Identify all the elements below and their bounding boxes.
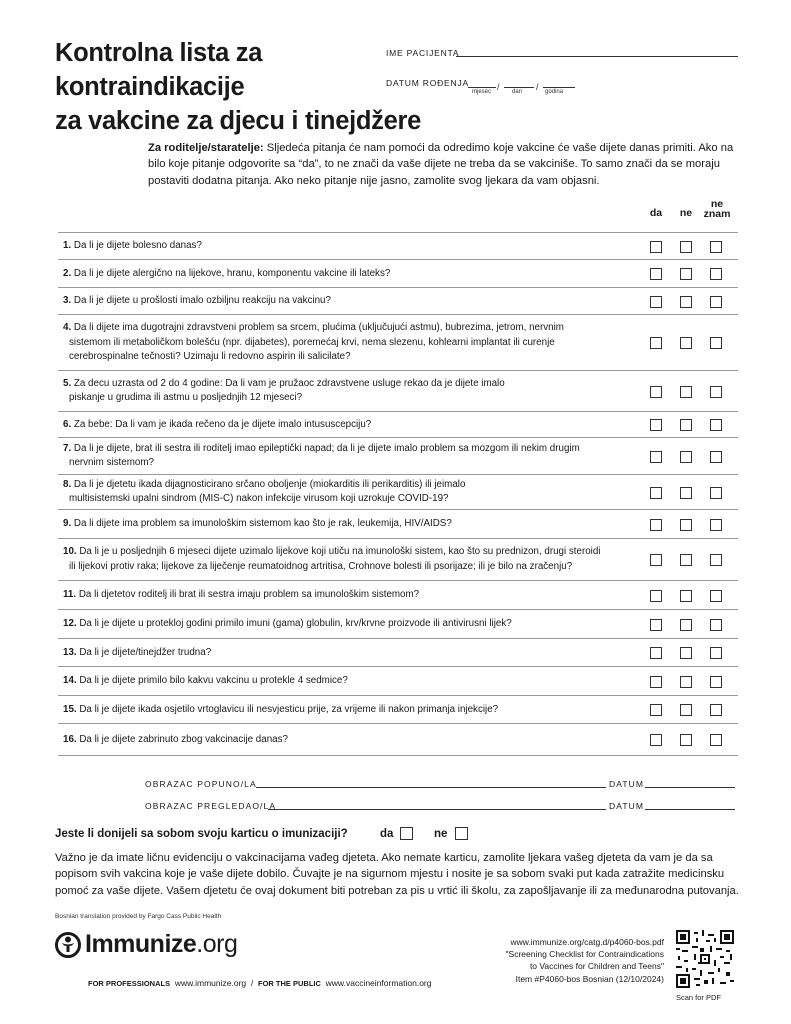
question-line [63, 456, 623, 471]
checkbox-yes[interactable] [650, 554, 662, 566]
question-number: 8. [63, 478, 72, 490]
checkbox-yes[interactable] [650, 487, 662, 499]
card-yes-checkbox[interactable] [400, 827, 413, 840]
scan-caption: Scan for PDF [676, 993, 722, 1002]
question-text [63, 294, 623, 309]
checkbox-no[interactable] [680, 590, 692, 602]
question-text [63, 418, 623, 433]
card-yes-label: da [380, 828, 394, 840]
checkbox-yes[interactable] [650, 337, 662, 349]
title-line-3: za vakcine za djecu i tinejdžere [55, 107, 421, 135]
immunize-logo-icon [55, 931, 81, 959]
dob-label: DATUM ROĐENJA [386, 78, 469, 88]
question-number: 13. [63, 646, 77, 658]
completed-date-field[interactable] [645, 787, 735, 788]
question-line [63, 267, 623, 282]
question-line [63, 478, 623, 493]
checkbox-yes[interactable] [650, 419, 662, 431]
question-line-text: multisistemski upalni sindrom (MIS-C) nakon infekcije virusom koji uzrokuje COVID-19? [69, 493, 449, 505]
question-line [63, 733, 623, 748]
question-line-text: Da li je dijete, brat ili sestra ili roditelj imao epileptički napad; da li je dijete imalo problem sa mozgom ili nekim drugim [73, 442, 580, 454]
dob-separator: / [497, 82, 500, 92]
question-number: 3. [63, 295, 72, 307]
reviewed-date-label: DATUM [609, 801, 645, 811]
checkbox-yes[interactable] [650, 676, 662, 688]
question-line-text: Za bebe: Da li vam je ikada rečeno da je dijete imalo intususcepciju? [73, 418, 372, 430]
question-text [63, 674, 623, 689]
question-row [58, 259, 738, 287]
question-line [63, 646, 623, 661]
column-no: ne [679, 207, 693, 219]
question-line [63, 588, 623, 603]
question-line-text: Da li je dijete bolesno danas? [73, 240, 202, 252]
checkbox-dont-know[interactable] [710, 268, 722, 280]
question-number: 14. [63, 675, 77, 687]
checkbox-no[interactable] [680, 241, 692, 253]
question-line [63, 517, 623, 532]
question-text [63, 588, 623, 603]
closing-paragraph: Važno je da imate ličnu evidenciju o vakcinacijama vađeg djeteta. Ako nemate karticu, zamolite ljekara vašeg djeteta da vam je da sa popisom svih vakcina koje je vaše dijete dobilo. Čuvajte je na sigurnom mjestu i nosite je sa sobom svaki put kada zatražite medicinsku pomoć za vaše dijete. Vašem djetetu će ovaj dokument biti potreban za pis u vrtić ili školu, za zapošljavanje ili za međunarodna putovanja. [55, 852, 739, 897]
question-line-text: ili lijekovi protiv raka; lijekove za liječenje reumatoidnog artritisa, Crohnove bolesti ili psorijaze; ili je bilo na zračenju? [69, 560, 573, 572]
question-text [63, 442, 623, 471]
intro-text: Sljedeća pitanja će nam pomoći da odredimo koje vakcine će vaše dijete danas primiti. Ako na bilo koje pitanje odgovorite sa “da”, to ne znači da vaše dijete ne treba da se vakciniše. To samo znači da se moraju postaviti dodatna pitanja. Ako neko pitanje nije jasno, zamolite svog ljekara da vam objasni. [148, 142, 734, 187]
question-line [63, 492, 623, 507]
checkbox-yes[interactable] [650, 704, 662, 716]
question-line-text: Za decu uzrasta od 2 do 4 godine: Da li vam je pružaoc zdravstvene usluge rekao da je dijete imalo [73, 377, 505, 389]
checkbox-yes[interactable] [650, 619, 662, 631]
question-number: 6. [63, 418, 72, 430]
dob-separator: / [536, 82, 539, 92]
question-line [63, 674, 623, 689]
question-text [63, 733, 623, 748]
intro-lead: Za roditelje/staratelje: [148, 142, 264, 154]
question-number: 12. [63, 618, 77, 630]
logo-main: Immunize [85, 930, 197, 958]
question-line [63, 560, 623, 575]
column-yes: da [649, 207, 663, 219]
question-line-text: Da li je dijete zabrinuto zbog vakcinacije danas? [79, 733, 288, 745]
patient-name-field[interactable] [456, 56, 738, 57]
question-number: 1. [63, 240, 72, 252]
question-row [58, 695, 738, 723]
completed-by-field[interactable] [256, 787, 606, 788]
checkbox-dont-know[interactable] [710, 647, 722, 659]
checkbox-yes[interactable] [650, 241, 662, 253]
question-line [63, 350, 623, 365]
question-row [58, 723, 738, 755]
checkbox-no[interactable] [680, 268, 692, 280]
question-number: 16. [63, 733, 77, 745]
reviewed-date-field[interactable] [645, 809, 735, 810]
question-row [58, 509, 738, 538]
table-bottom-rule [58, 755, 738, 756]
question-row [58, 474, 738, 509]
question-row [58, 232, 738, 259]
checkbox-no[interactable] [680, 676, 692, 688]
checkbox-dont-know[interactable] [710, 676, 722, 688]
checkbox-no[interactable] [680, 487, 692, 499]
checkbox-dont-know[interactable] [710, 619, 722, 631]
question-row [58, 411, 738, 437]
pro-label: FOR PROFESSIONALS [88, 979, 171, 988]
question-line-text: Da li je dijete/tinejdžer trudna? [79, 646, 212, 658]
checkbox-dont-know[interactable] [710, 704, 722, 716]
checkbox-no[interactable] [680, 647, 692, 659]
ref-item: Item #P4060-bos Bosnian (12/10/2024) [515, 973, 664, 984]
checkbox-yes[interactable] [650, 647, 662, 659]
item-reference [450, 936, 664, 985]
question-row [58, 666, 738, 695]
question-line [63, 391, 623, 406]
card-question: Jeste li donijeli sa sobom svoju karticu o imunizaciji? [55, 828, 348, 840]
question-text [63, 321, 623, 365]
reviewed-by-label: OBRAZAC PREGLEDAO/LA [145, 801, 277, 811]
question-text [63, 478, 623, 507]
question-number: 9. [63, 518, 72, 530]
checkbox-dont-know[interactable] [710, 386, 722, 398]
question-line-text: Da li je dijete u prošlosti imalo ozbiljnu reakciju na vakcinu? [73, 295, 331, 307]
title-line-1: Kontrolna lista za [55, 39, 263, 67]
question-line-text: piskanje u grudima ili astmu u posljednjih 12 mjeseci? [69, 392, 303, 404]
translation-credit: Bosnian translation provided by Fargo Cass Public Health [55, 913, 222, 920]
question-line-text: Da li je djetetu ikada dijagnosticirano srčano oboljenje (miokarditis ili perikarditis) ili jeimalo [73, 478, 466, 490]
reviewed-by-field[interactable] [268, 809, 606, 810]
footer-separator: / [250, 978, 254, 988]
logo-org: .org [196, 930, 238, 958]
question-line [63, 703, 623, 718]
question-number: 4. [63, 322, 72, 334]
checkbox-dont-know[interactable] [710, 241, 722, 253]
question-text [63, 239, 623, 254]
question-line-text: Da li je dijete primilo bilo kakvu vakcinu u protekle 4 sedmice? [79, 675, 348, 687]
question-line [63, 418, 623, 433]
question-line-text: Da li je dijete ikada osjetilo vrtoglavicu ili nesvjesticu prije, za vrijeme ili nakon primanja injekcije? [79, 703, 499, 715]
question-line [63, 442, 623, 457]
dob-year-field[interactable] [543, 87, 575, 88]
checkbox-yes[interactable] [650, 296, 662, 308]
checkbox-dont-know[interactable] [710, 554, 722, 566]
checkbox-no[interactable] [680, 619, 692, 631]
checkbox-yes[interactable] [650, 734, 662, 746]
checkbox-no[interactable] [680, 704, 692, 716]
intro-paragraph [148, 140, 738, 189]
logo-wordmark [85, 930, 237, 959]
pro-link[interactable]: www.immunize.org [174, 978, 247, 988]
question-row [58, 287, 738, 314]
checkbox-dont-know[interactable] [710, 519, 722, 531]
checkbox-no[interactable] [680, 734, 692, 746]
question-number: 2. [63, 267, 72, 279]
checkbox-no[interactable] [680, 337, 692, 349]
completed-date-label: DATUM [609, 779, 645, 789]
question-line [63, 617, 623, 632]
question-number: 5. [63, 377, 72, 389]
card-no-label: ne [434, 828, 448, 840]
checkbox-yes[interactable] [650, 268, 662, 280]
checkbox-dont-know[interactable] [710, 419, 722, 431]
question-number: 10. [63, 546, 77, 558]
checkbox-yes[interactable] [650, 451, 662, 463]
question-line-text: cerebrospinalne tečnosti? Uzimaju li redovno aspirin ili salicilate? [69, 351, 351, 363]
checkbox-no[interactable] [680, 419, 692, 431]
checkbox-dont-know[interactable] [710, 296, 722, 308]
question-number: 11. [63, 589, 77, 601]
question-line-text: Da li je dijete u protekloj godini primilo imuni (gama) globulin, krv/krvne proizvode ili antivirusni lijek? [79, 618, 512, 630]
question-text [63, 517, 623, 532]
question-text [63, 545, 623, 574]
question-number: 7. [63, 442, 72, 454]
immunize-logo [55, 930, 237, 959]
patient-name-label: IME PACIJENTA [386, 48, 460, 58]
checkbox-no[interactable] [680, 554, 692, 566]
question-text [63, 267, 623, 282]
question-row [58, 538, 738, 580]
dob-year-caption: godina [545, 89, 564, 95]
question-line [63, 545, 623, 560]
question-number: 15. [63, 703, 77, 715]
question-line-text: nervnim sistemom? [69, 457, 154, 469]
question-line-text: Da li dijete ima dugotrajni zdravstveni problem sa srcem, plućima (uključujući astmu), bubrezima, jetrom, nervnim [73, 322, 564, 334]
question-text [63, 377, 623, 406]
public-link[interactable]: www.vaccineinformation.org [325, 978, 432, 988]
column-dont-know-line-2: znam [703, 208, 731, 220]
ref-title-1: "Screening Checklist for Contraindications [505, 949, 664, 960]
ref-title-2: to Vaccines for Children and Teens" [529, 961, 664, 972]
checkbox-yes[interactable] [650, 386, 662, 398]
question-row [58, 609, 738, 638]
question-line [63, 239, 623, 254]
public-label: FOR THE PUBLIC [258, 979, 321, 988]
question-row [58, 314, 738, 370]
checkbox-dont-know[interactable] [710, 337, 722, 349]
question-text [63, 617, 623, 632]
checkbox-no[interactable] [680, 386, 692, 398]
question-line [63, 377, 623, 392]
checkbox-dont-know[interactable] [710, 590, 722, 602]
question-line-text: Da li djetetov roditelj ili brat ili sestra imaju problem sa imunološkim sistemom? [78, 589, 420, 601]
question-line-text: Da li dijete ima problem sa imunološkim sistemom kao što je rak, leukemija, HIV/AIDS? [73, 518, 452, 530]
card-no-checkbox[interactable] [455, 827, 468, 840]
checkbox-dont-know[interactable] [710, 451, 722, 463]
question-text [63, 703, 623, 718]
question-row [58, 437, 738, 474]
checkbox-no[interactable] [680, 519, 692, 531]
question-row [58, 580, 738, 609]
question-row [58, 370, 738, 411]
question-line [63, 336, 623, 351]
column-dont-know-line-1: ne [710, 198, 724, 210]
dob-month-field[interactable] [468, 87, 496, 88]
question-line [63, 294, 623, 309]
checkbox-yes[interactable] [650, 519, 662, 531]
checkbox-yes[interactable] [650, 590, 662, 602]
dob-month-caption: mjesec [472, 89, 492, 95]
checkbox-no[interactable] [680, 296, 692, 308]
completed-by-label: OBRAZAC POPUNO/LA [145, 779, 257, 789]
dob-day-field[interactable] [504, 87, 534, 88]
question-text [63, 646, 623, 661]
question-line [63, 321, 623, 336]
title-line-2: kontraindikacije [55, 73, 245, 101]
question-row [58, 638, 738, 666]
checkbox-dont-know[interactable] [710, 487, 722, 499]
dob-day-caption: dan [512, 89, 523, 95]
column-dont-know [700, 199, 734, 219]
question-line-text: Da li je dijete alergično na lijekove, hranu, komponentu vakcine ili lateks? [73, 267, 391, 279]
footer-links [88, 978, 431, 988]
checkbox-dont-know[interactable] [710, 734, 722, 746]
checkbox-no[interactable] [680, 451, 692, 463]
question-line-text: sistemom ili metaboličkom bolešću (npr. dijabetes), poremećaj krvi, nema slezenu, kohlearni implantat ili curenje [69, 336, 555, 348]
qr-code[interactable] [676, 930, 734, 988]
ref-url[interactable]: www.immunize.org/catg.d/p4060-bos.pdf [510, 937, 664, 947]
question-line-text: Da li je u posljednjih 6 mjeseci dijete uzimalo lijekove koji utiču na imunološki sistem, kao što su prednizon, drugi steroidi [79, 546, 601, 558]
